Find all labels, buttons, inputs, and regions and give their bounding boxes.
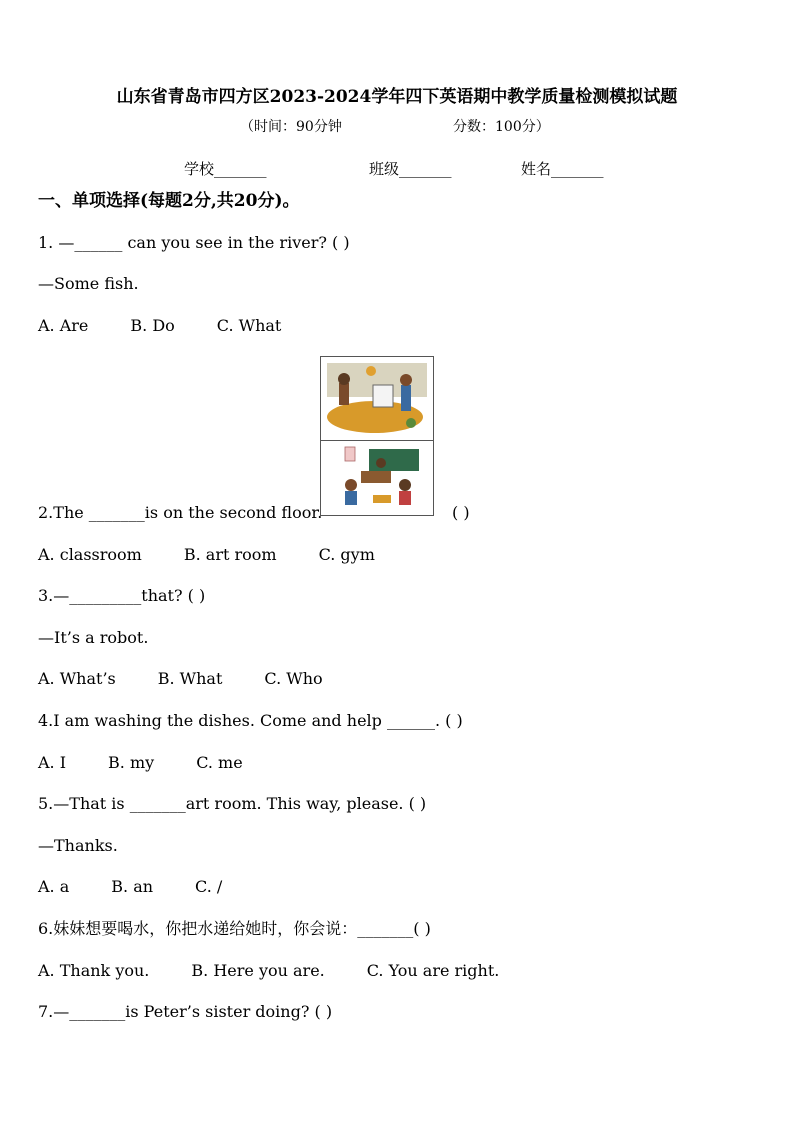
classroom-illustration	[321, 441, 433, 515]
option-c: C. me	[196, 753, 243, 772]
question-3: 3.—_________that? ( )	[38, 586, 206, 605]
school-field: 学校_______	[184, 160, 267, 178]
option-c: C. What	[216, 316, 282, 335]
option-c: C. /	[195, 877, 223, 896]
page-title: 山东省青岛市四方区2023-2024学年四下英语期中教学质量检测模拟试题	[116, 87, 678, 107]
section-heading: 一、单项选择(每题2分,共20分)。	[38, 191, 300, 211]
option-c: C. Who	[264, 669, 323, 688]
option-c: C. You are right.	[366, 961, 500, 980]
question-7: 7.—_______is Peter’s sister doing? ( )	[38, 1002, 333, 1021]
exam-score: 分数：100分）	[453, 119, 550, 135]
question-2-options	[38, 545, 417, 565]
option-a: A. classroom	[38, 545, 142, 564]
question-2-picture	[320, 356, 434, 516]
option-c: C. gym	[318, 545, 375, 564]
question-6: 6.妹妹想要喝水，你把水递给她时，你会说：_______( )	[38, 919, 431, 938]
option-b: B. an	[111, 877, 154, 896]
question-2-bracket: ( )	[452, 503, 470, 522]
question-5: 5.—That is _______art room. This way, please. ( )	[38, 794, 427, 813]
option-b: B. What	[157, 669, 223, 688]
option-b: B. my	[108, 753, 155, 772]
class-field: 班级_______	[369, 160, 452, 178]
question-5-answer: —Thanks.	[38, 836, 118, 855]
option-a: A. Are	[38, 316, 89, 335]
question-1-options	[38, 316, 323, 336]
name-field: 姓名_______	[521, 160, 604, 178]
option-a: A. Thank you.	[38, 961, 150, 980]
art-room-illustration	[321, 357, 433, 439]
question-6-options	[38, 961, 541, 981]
option-b: B. Do	[130, 316, 175, 335]
option-a: A. I	[38, 753, 67, 772]
question-4-options	[38, 753, 285, 773]
exam-time: （时间：90分钟	[240, 119, 342, 135]
question-5-options	[38, 877, 264, 897]
question-1: 1. —______ can you see in the river? ( )	[38, 233, 350, 252]
option-a: A. a	[38, 877, 70, 896]
question-3-answer: —It’s a robot.	[38, 628, 149, 647]
option-a: A. What’s	[38, 669, 116, 688]
question-2: 2.The _______is on the second floor.	[38, 503, 323, 522]
question-3-options	[38, 669, 365, 689]
option-b: B. Here you are.	[191, 961, 325, 980]
question-4: 4.I am washing the dishes. Come and help ______. ( )	[38, 711, 463, 730]
question-1-answer: —Some fish.	[38, 274, 139, 293]
option-b: B. art room	[183, 545, 277, 564]
